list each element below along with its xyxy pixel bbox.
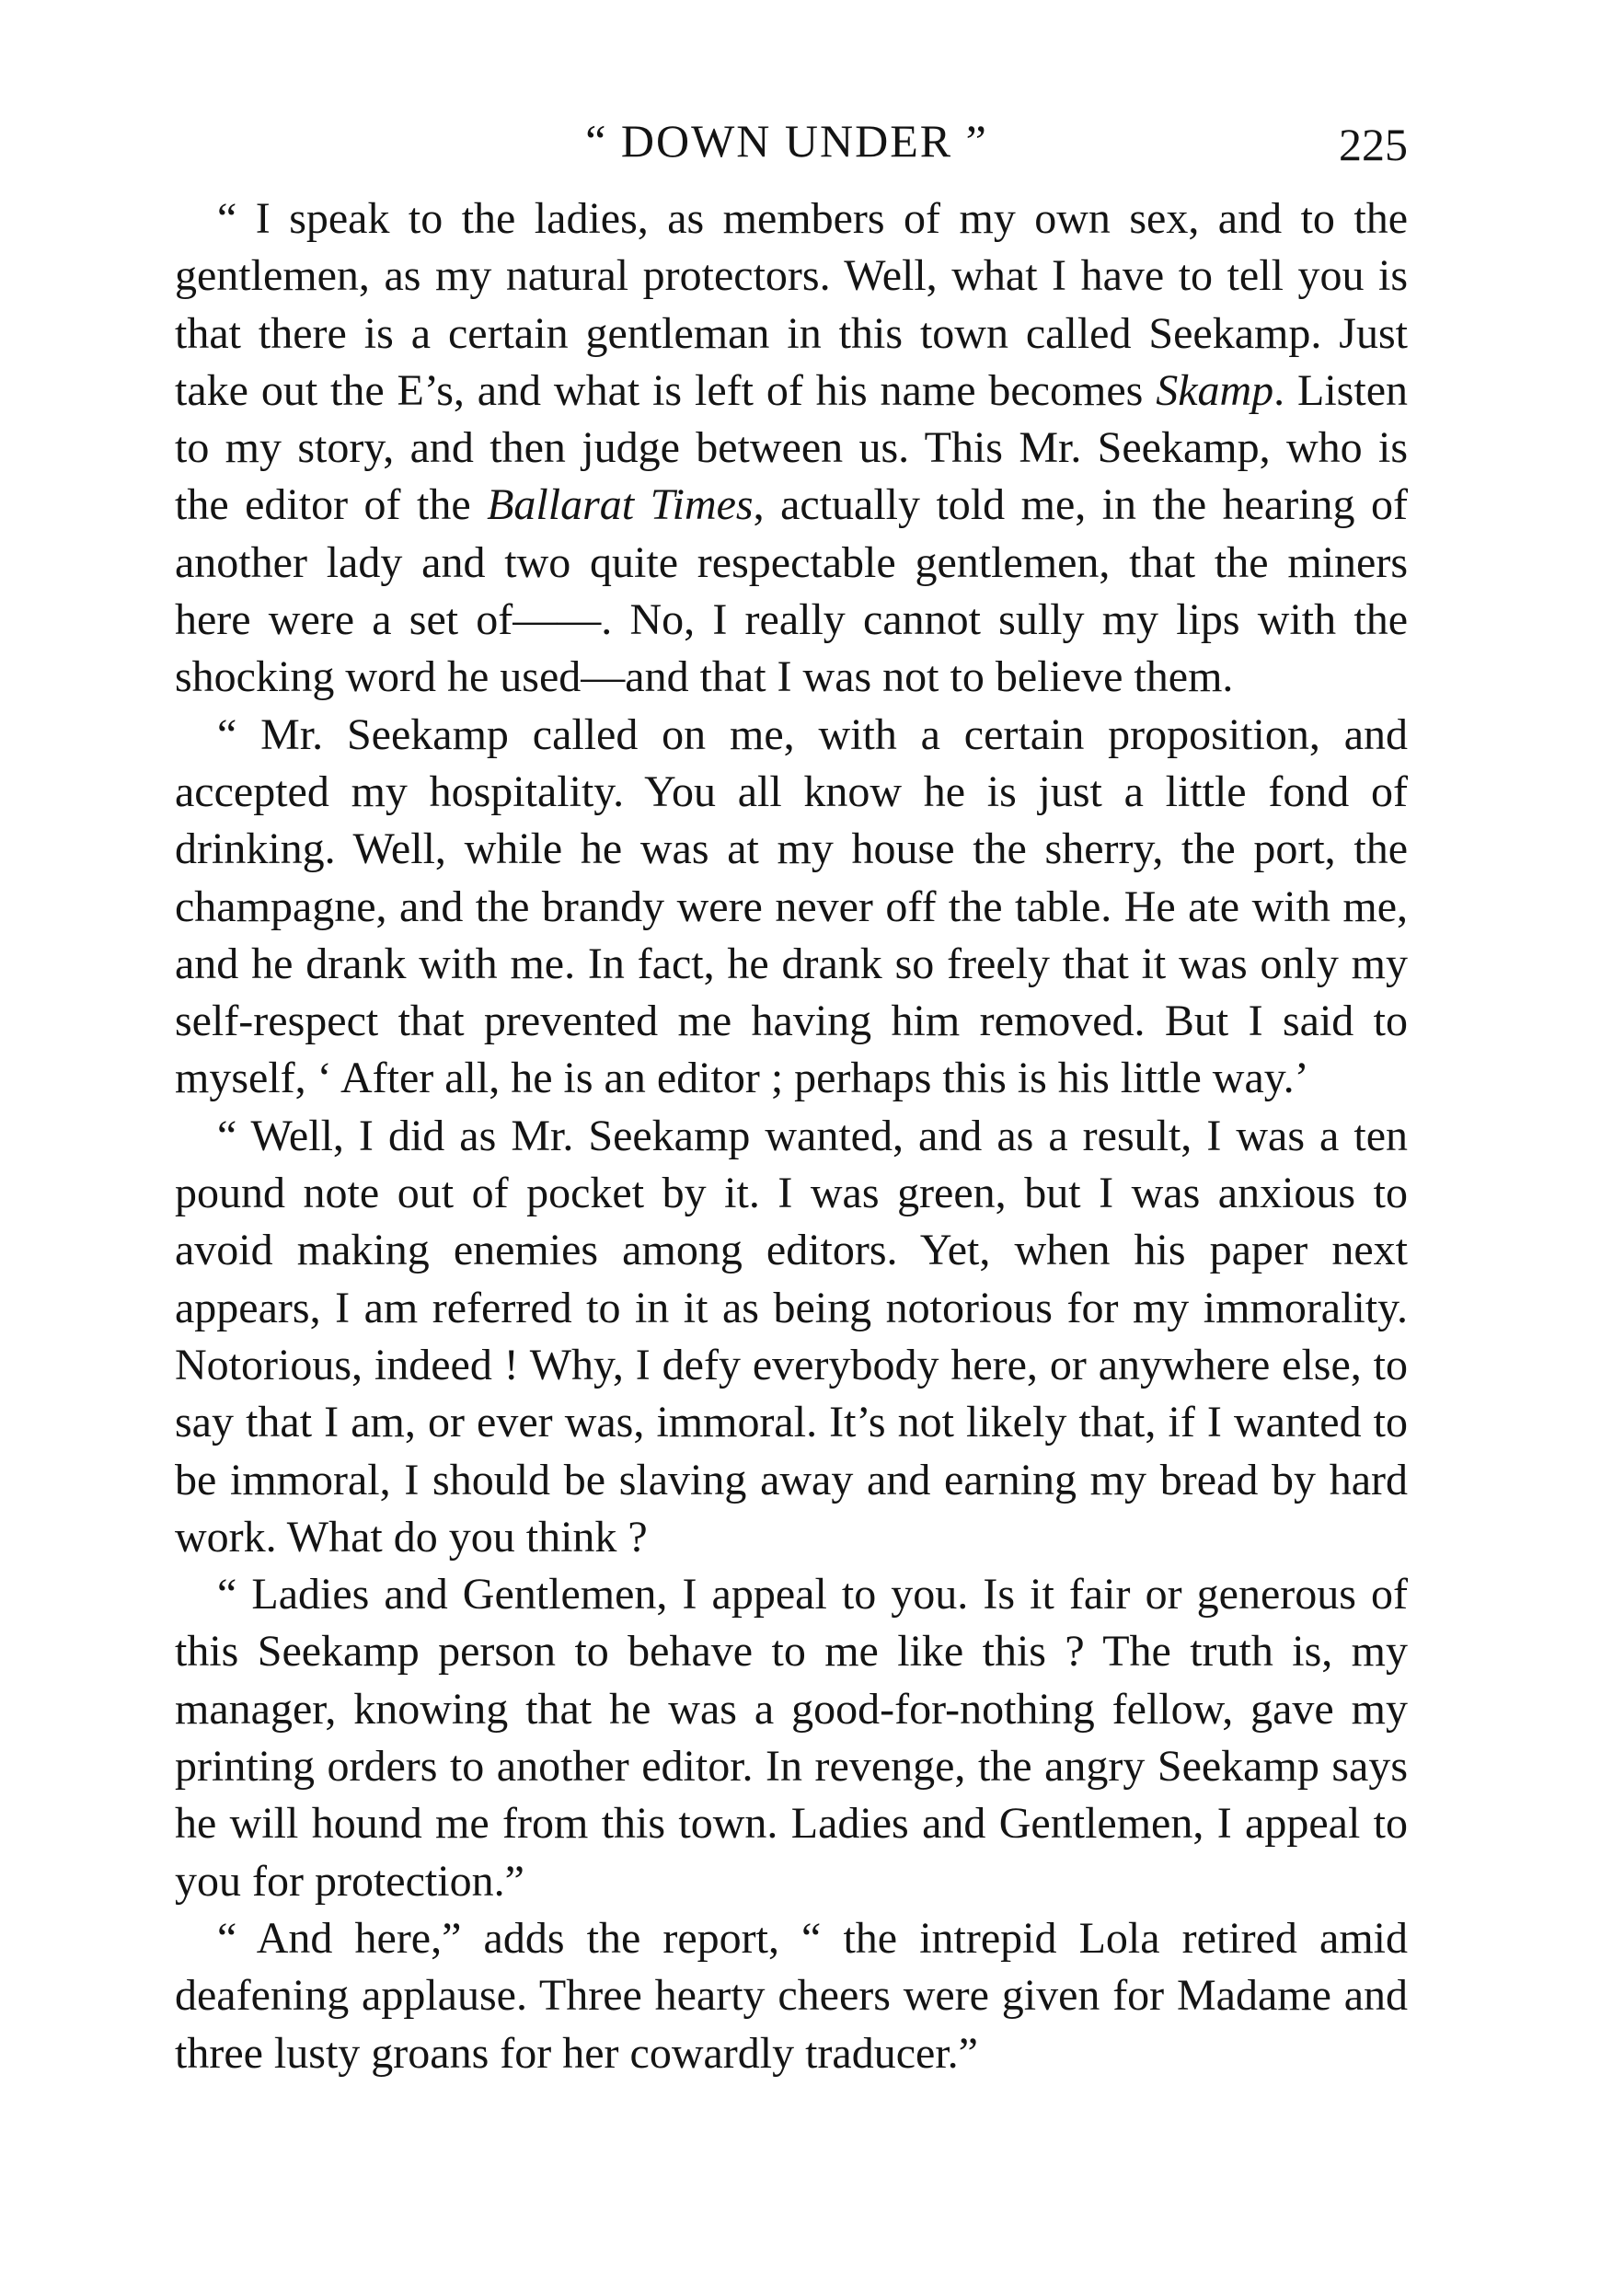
running-title: “ DOWN UNDER ” (585, 115, 988, 167)
paragraph-3: “ Well, I did as Mr. Seekamp wanted, and as a result, I was a ten pound note out of pocket by it. I was green, but I was anxious to avoid making enemies among editors. Yet, when his paper next appears, I am referred to in it as being notorious for my immorality. Notorious, indeed ! Why, I defy everybody here, or anywhere else, to say that I am, or ever was, immoral. It’s not likely that, if I wanted to be immoral, I should be slaving away and earning my bread by hard work. What do you think ? (175, 1111, 1408, 1562)
body-text (175, 190, 1408, 2082)
paragraph-2: “ Mr. Seekamp called on me, with a certain proposition, and accepted my hospitality. You all know he is just a little fond of drinking. Well, while he was at my house the sherry, the port, the champagne, and the brandy were never off the table. He ate with me, and he drank with me. In fact, he drank so freely that it was only my self-respect that prevented me having him removed. But I said to myself, ‘ After all, he is an editor ; perhaps this is his little way.’ (175, 709, 1408, 1103)
paragraph-1-text-c: . Listen to my story, and then judge between us. This Mr. Seekamp, who is the editor of the (175, 365, 1409, 530)
paragraph-1-text-a: “ I speak to the ladies, as members of my own sex, and to the gentlemen, as my natural protectors. Well, what I have to tell you is that there is a certain gentleman in this town called Seekamp. Just take out the E’s, and what is left of his name becomes (175, 194, 1408, 415)
paragraph-4: “ Ladies and Gentlemen, I appeal to you. Is it fair or generous of this Seekamp person to behave to me like this ? The truth is, my manager, knowing that he was a good-for-nothing fellow, gave my printing orders to another editor. In revenge, the angry Seekamp says he will hound me from this town. Ladies and Gentlemen, I appeal to you for protection.” (175, 1570, 1408, 1906)
page-number: 225 (1339, 119, 1408, 170)
running-head (166, 109, 1408, 173)
italic-ballarat-times: Ballarat Times (487, 480, 754, 530)
paragraph-1-text-e: , actually told me, in the hearing of another lady and two quite respectable gentlemen, that the miners here were a set of——. No, I really cannot sully my lips with the shocking word he used—and that I was not to believe them. (175, 480, 1408, 702)
italic-skamp: Skamp (1156, 365, 1274, 415)
paragraph-5: “ And here,” adds the report, “ the intrepid Lola retired amid deafening applause. Three hearty cheers were given for Madame and three lusty groans for her cowardly traducer.” (175, 1913, 1408, 2078)
paragraph-1 (175, 190, 1408, 707)
